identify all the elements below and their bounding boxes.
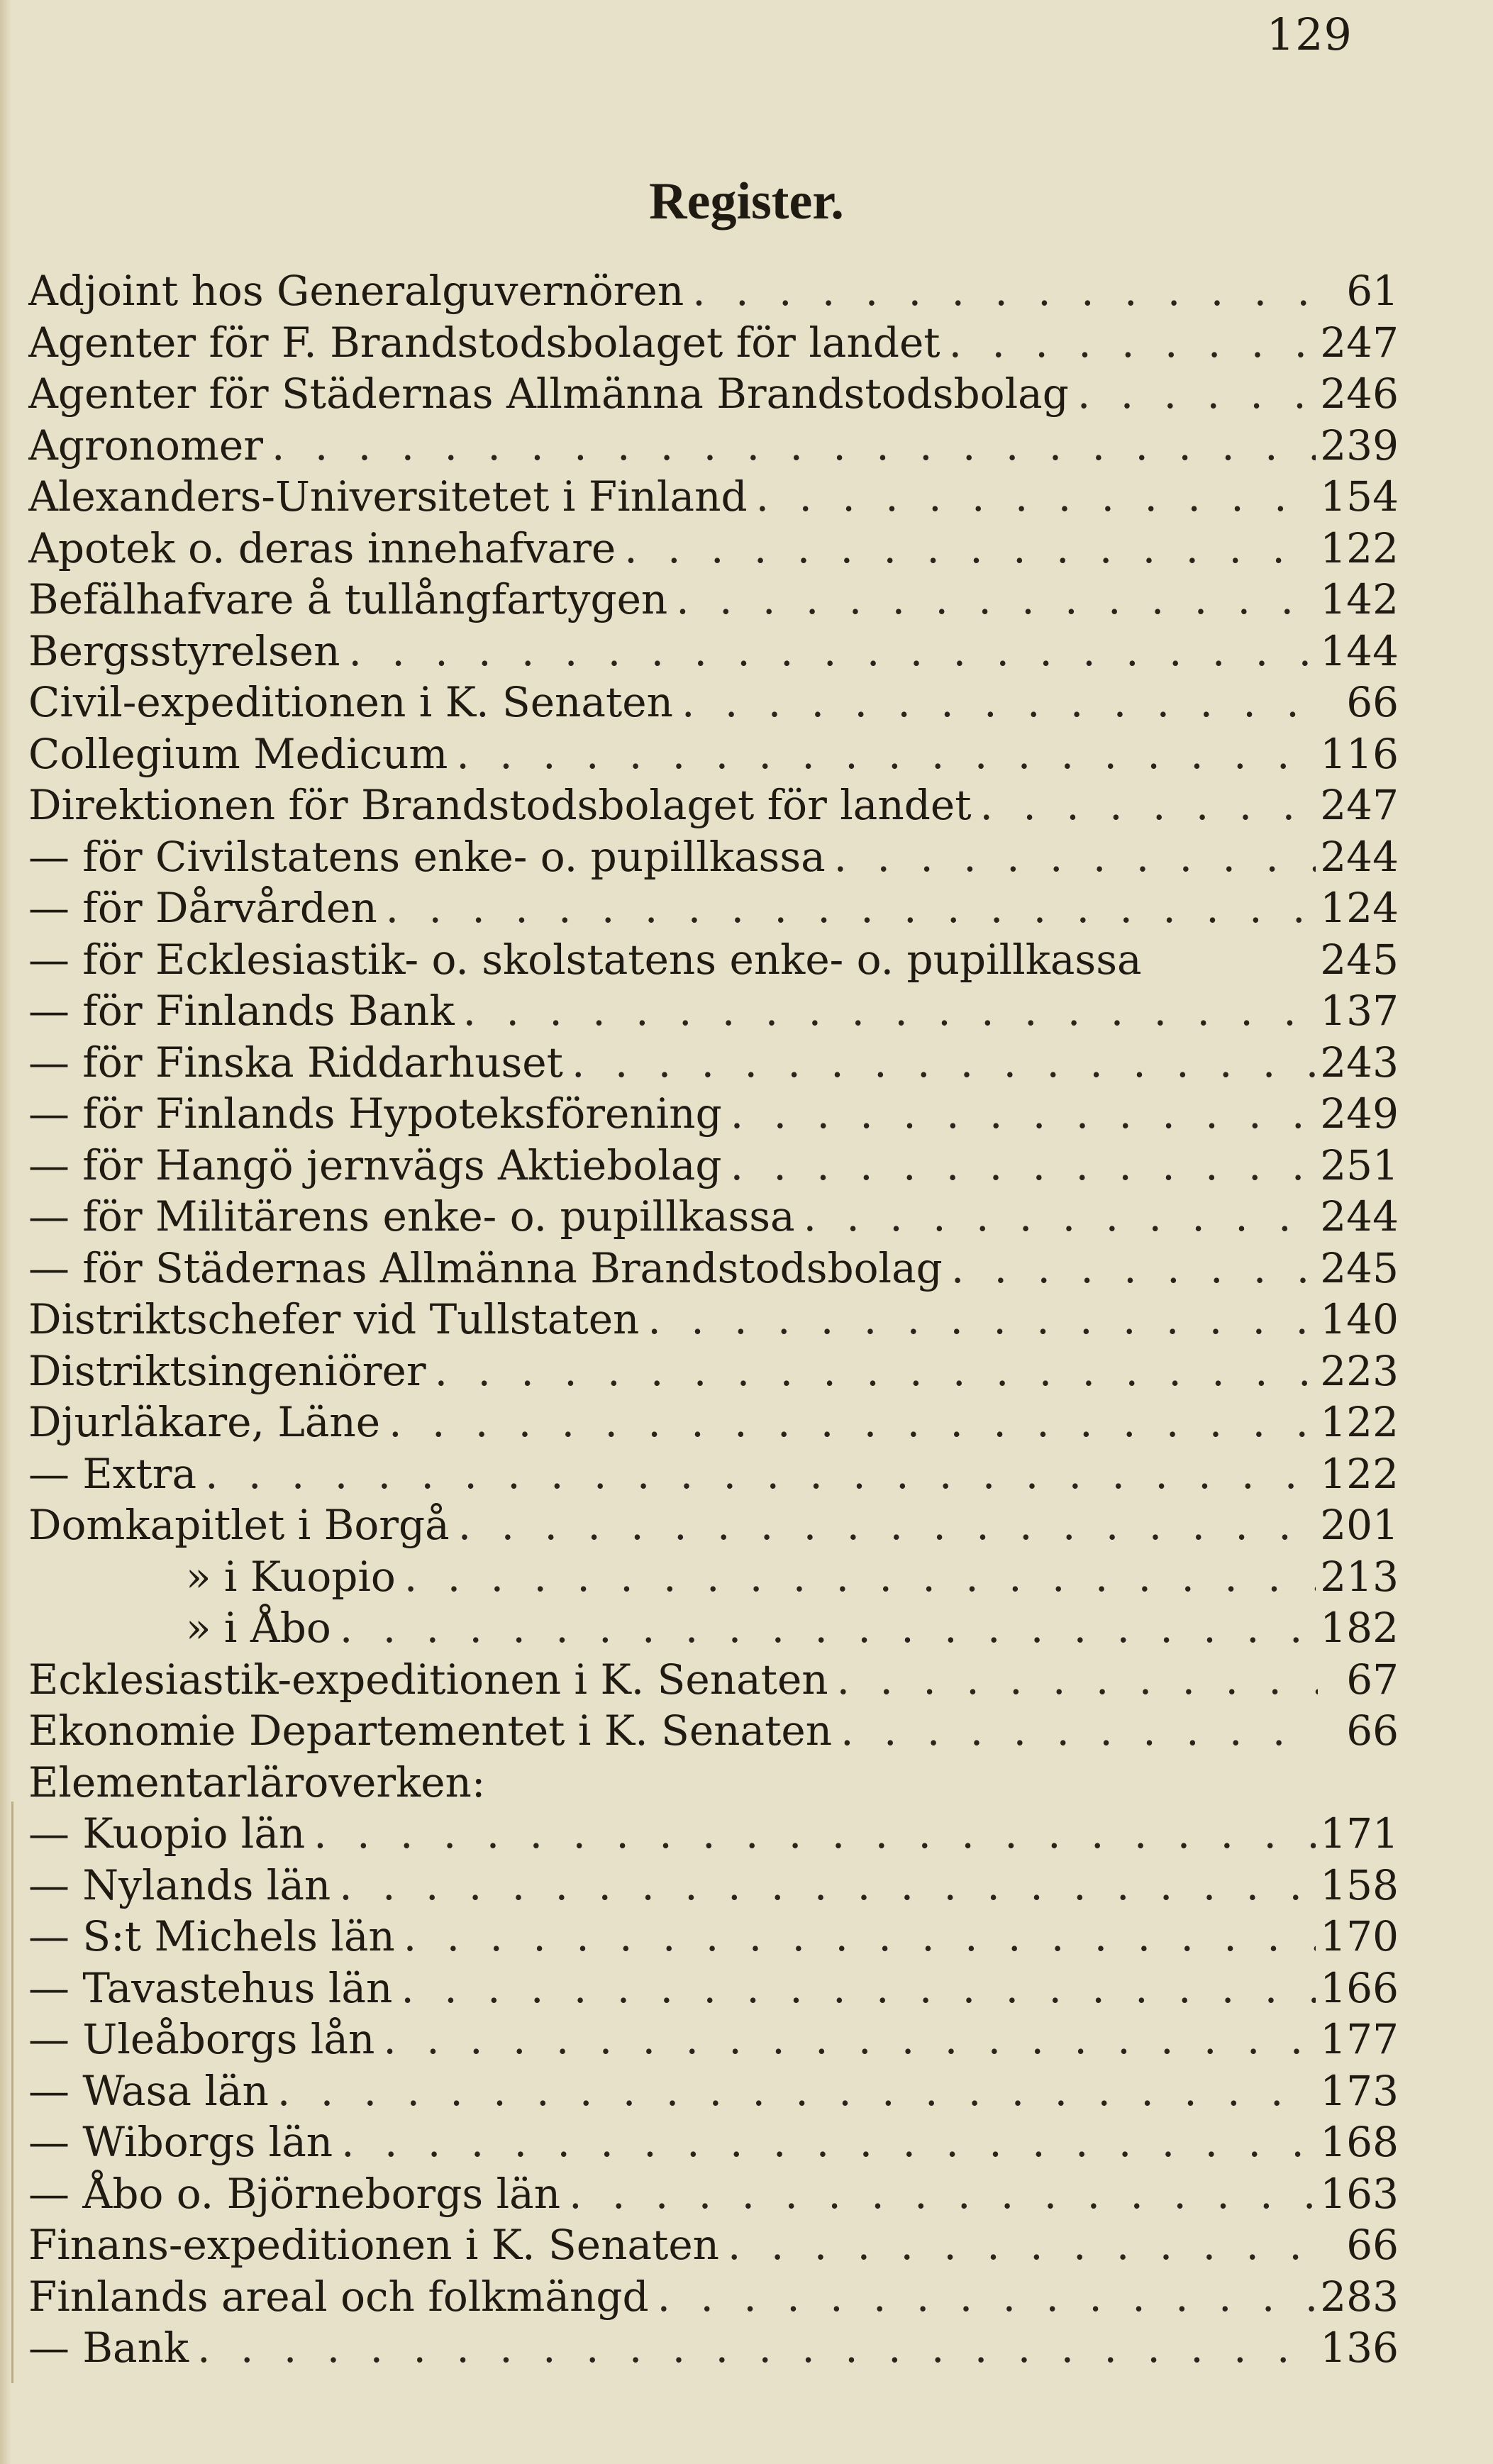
- entry-page: 223: [1320, 1346, 1399, 1395]
- entry-text: Agenter för F. Brandstodsbolaget för landet: [28, 318, 940, 367]
- entry-page: 66: [1346, 678, 1399, 726]
- register-entry: [28, 1705, 1399, 1757]
- register-entry: [28, 1499, 1399, 1551]
- register-entry: [28, 1963, 1399, 2014]
- leader-dots: [448, 728, 1316, 780]
- entry-page: 168: [1320, 2118, 1399, 2166]
- register-entry: [28, 2065, 1399, 2117]
- register-entry: [28, 677, 1399, 728]
- entry-page: 154: [1320, 472, 1399, 521]
- register-list: [28, 265, 1399, 2374]
- leader-dots: [392, 1963, 1316, 2014]
- entry-text: Alexanders-Universitetet i Finland: [28, 472, 748, 521]
- register-entry: [28, 831, 1399, 883]
- entry-text: — för Militärens enke- o. pupillkassa: [28, 1192, 795, 1241]
- entry-page: 136: [1320, 2324, 1399, 2372]
- register-entry: [28, 728, 1399, 780]
- entry-page: 124: [1320, 884, 1399, 932]
- entry-page: 166: [1320, 1963, 1399, 2012]
- entry-text: Civil-expeditionen i K. Senaten: [28, 678, 673, 726]
- entry-text: — Uleåborgs lån: [28, 2015, 375, 2063]
- entry-text: » i Åbo: [186, 1604, 331, 1652]
- entry-page: 170: [1320, 1912, 1399, 1960]
- leader-dots: [722, 1088, 1316, 1140]
- entry-page: 177: [1320, 2015, 1399, 2063]
- leader-dots: [333, 2116, 1316, 2168]
- entry-text: — Wasa län: [28, 2066, 269, 2115]
- register-entry: [28, 1088, 1399, 1140]
- register-entry: [28, 1860, 1399, 1911]
- leader-dots: [395, 1911, 1316, 1963]
- leader-dots: [943, 1243, 1316, 1294]
- entry-text: Distriktschefer vid Tullstaten: [28, 1295, 640, 1343]
- page-title: Register.: [649, 172, 844, 231]
- entry-page: 116: [1320, 729, 1399, 778]
- leader-dots: [189, 2322, 1316, 2374]
- leader-dots: [972, 779, 1316, 831]
- register-entry: [28, 317, 1399, 369]
- leader-dots: [940, 317, 1316, 369]
- register-entry: [28, 779, 1399, 831]
- entry-text: — för Hangö jernvägs Aktiebolag: [28, 1141, 722, 1189]
- leader-dots: [684, 265, 1318, 317]
- leader-dots: [269, 2065, 1316, 2117]
- register-entry: [28, 934, 1399, 986]
- register-entry: [28, 882, 1399, 934]
- entry-text: — Kuopio län: [28, 1809, 306, 1858]
- entry-page: 122: [1320, 1398, 1399, 1446]
- register-entry: [28, 2168, 1399, 2220]
- leader-dots: [673, 677, 1318, 728]
- register-entry: [28, 1757, 1399, 1809]
- register-entry: [28, 1294, 1399, 1345]
- leader-dots: [722, 1140, 1316, 1192]
- leader-dots: [426, 1345, 1316, 1397]
- entry-text: — Bank: [28, 2324, 189, 2372]
- entry-text: Distriktsingeniörer: [28, 1346, 426, 1395]
- register-entry: [28, 1037, 1399, 1089]
- register-entry: [28, 2271, 1399, 2323]
- leader-dots: [563, 1037, 1316, 1089]
- entry-text: — för Dårvården: [28, 884, 377, 932]
- entry-text: Finlands areal och folkmängd: [28, 2272, 649, 2321]
- page-edge: [0, 0, 11, 2464]
- register-entry: [28, 471, 1399, 523]
- register-entry: [28, 265, 1399, 317]
- register-entry: [28, 2219, 1399, 2271]
- entry-page: 163: [1320, 2169, 1399, 2218]
- entry-text: » i Kuopio: [186, 1552, 396, 1601]
- register-entry: [28, 574, 1399, 626]
- register-entry: [28, 1551, 1399, 1603]
- entry-page: 171: [1320, 1809, 1399, 1858]
- entry-text: — Åbo o. Björneborgs län: [28, 2169, 561, 2218]
- leader-dots: [340, 626, 1316, 677]
- leader-dots: [450, 1499, 1316, 1551]
- entry-text: Domkapitlet i Borgå: [28, 1501, 450, 1549]
- entry-text: — för Finska Riddarhuset: [28, 1038, 563, 1087]
- leader-dots: [616, 523, 1316, 575]
- register-entry: [28, 626, 1399, 677]
- leader-dots: [649, 2271, 1316, 2323]
- entry-page: 213: [1320, 1552, 1399, 1601]
- register-entry: [28, 2014, 1399, 2065]
- entry-text: — Wiborgs län: [28, 2118, 333, 2166]
- entry-text: Ecklesiastik-expeditionen i K. Senaten: [28, 1655, 828, 1704]
- entry-page: 182: [1320, 1604, 1399, 1652]
- entry-text: Collegium Medicum: [28, 729, 448, 778]
- entry-text: — Tavastehus län: [28, 1963, 393, 2012]
- entry-text: — för Civilstatens enke- o. pupillkassa: [28, 832, 826, 881]
- leader-dots: [832, 1705, 1318, 1757]
- register-entry: [28, 1243, 1399, 1294]
- gutter-line: [11, 1802, 13, 2383]
- register-entry: [28, 368, 1399, 420]
- entry-page: 173: [1320, 2066, 1399, 2115]
- entry-page: 158: [1320, 1860, 1399, 1909]
- leader-dots: [380, 1397, 1316, 1448]
- leader-dots: [748, 471, 1316, 523]
- entry-page: 244: [1320, 1192, 1399, 1241]
- entry-text: Bergsstyrelsen: [28, 626, 340, 675]
- entry-page: 243: [1320, 1038, 1399, 1087]
- entry-text: — för Ecklesiastik- o. skolstatens enke- o. pupillkassa: [28, 935, 1142, 984]
- entry-text: Agenter för Städernas Allmänna Brandstodsbolag: [28, 370, 1069, 418]
- leader-dots: [377, 882, 1316, 934]
- entry-text: Direktionen för Brandstodsbolaget för landet: [28, 781, 972, 829]
- entry-page: 122: [1320, 523, 1399, 572]
- register-entry: [28, 420, 1399, 472]
- entry-text: — Extra: [28, 1449, 197, 1498]
- entry-text: Djurläkare, Läne: [28, 1398, 381, 1446]
- entry-text: — Nylands län: [28, 1860, 331, 1909]
- entry-page: 137: [1320, 987, 1399, 1035]
- entry-page: 122: [1320, 1449, 1399, 1498]
- leader-dots: [331, 1860, 1316, 1911]
- entry-page: 249: [1320, 1089, 1399, 1138]
- register-entry: [28, 2322, 1399, 2374]
- leader-dots: [455, 985, 1316, 1037]
- leader-dots: [263, 420, 1316, 472]
- leader-dots: [719, 2219, 1318, 2271]
- entry-page: 239: [1320, 421, 1399, 470]
- entry-page: 244: [1320, 832, 1399, 881]
- leader-dots: [795, 1191, 1316, 1243]
- entry-page: 140: [1320, 1295, 1399, 1343]
- register-entry: [28, 1911, 1399, 1963]
- entry-page: 246: [1320, 370, 1399, 418]
- entry-page: 247: [1320, 781, 1399, 829]
- register-entry: [28, 1448, 1399, 1500]
- entry-text: Adjoint hos Generalguvernören: [28, 267, 684, 315]
- entry-page: 201: [1320, 1501, 1399, 1549]
- entry-page: 142: [1320, 575, 1399, 623]
- entry-page: 144: [1320, 626, 1399, 675]
- entry-page: 245: [1320, 935, 1399, 984]
- leader-dots: [560, 2168, 1316, 2220]
- entry-text: Elementarläroverken:: [28, 1758, 486, 1807]
- entry-text: — för Finlands Hypoteksförening: [28, 1089, 722, 1138]
- register-entry: [28, 1191, 1399, 1243]
- entry-page: 61: [1346, 267, 1399, 315]
- leader-dots: [305, 1808, 1316, 1860]
- leader-dots: [826, 831, 1316, 883]
- page-number: 129: [1266, 9, 1353, 60]
- entry-page: 247: [1320, 318, 1399, 367]
- leader-dots: [396, 1551, 1316, 1603]
- register-entry: [28, 523, 1399, 575]
- leader-dots: [374, 2014, 1316, 2065]
- leader-dots: [828, 1654, 1318, 1706]
- entry-text: Agronomer: [28, 421, 263, 470]
- leader-dots: [639, 1294, 1316, 1345]
- entry-text: Ekonomie Departementet i K. Senaten: [28, 1707, 833, 1755]
- entry-page: 67: [1346, 1655, 1399, 1704]
- entry-page: 66: [1346, 2221, 1399, 2269]
- entry-page: 245: [1320, 1243, 1399, 1292]
- entry-text: — S:t Michels län: [28, 1912, 395, 1960]
- entry-text: — för Städernas Allmänna Brandstodsbolag: [28, 1243, 943, 1292]
- leader-dots: [331, 1602, 1316, 1654]
- register-entry: [28, 1397, 1399, 1448]
- entry-text: Finans-expeditionen i K. Senaten: [28, 2221, 720, 2269]
- register-entry: [28, 1345, 1399, 1397]
- register-entry: [28, 2116, 1399, 2168]
- entry-text: — för Finlands Bank: [28, 987, 455, 1035]
- register-entry: [28, 1808, 1399, 1860]
- entry-page: 251: [1320, 1141, 1399, 1189]
- entry-page: 283: [1320, 2272, 1399, 2321]
- leader-dots: [667, 574, 1316, 626]
- leader-dots: [1069, 368, 1316, 420]
- register-entry: [28, 1602, 1399, 1654]
- register-entry: [28, 985, 1399, 1037]
- register-entry: [28, 1654, 1399, 1706]
- leader-dots: [196, 1448, 1316, 1500]
- entry-page: 66: [1346, 1707, 1399, 1755]
- entry-text: Befälhafvare å tullångfartygen: [28, 575, 668, 623]
- register-entry: [28, 1140, 1399, 1192]
- entry-text: Apotek o. deras innehafvare: [28, 523, 616, 572]
